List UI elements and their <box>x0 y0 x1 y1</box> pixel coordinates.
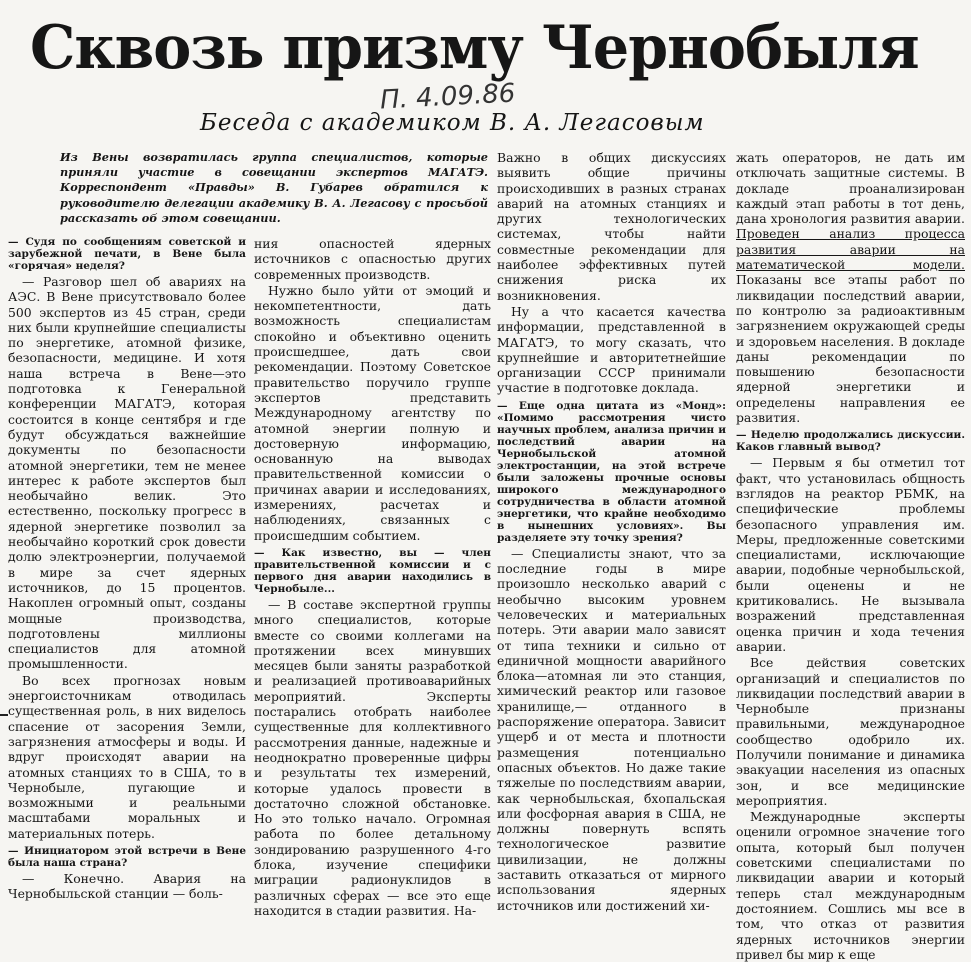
interview-question: — Судя по сообщениям советской и зарубежной печати, в Вене была «горячая» неделя? <box>8 236 246 272</box>
answer-paragraph: — Конечно. Авария на Чернобыльской станции — боль- <box>8 870 246 902</box>
answer-paragraph <box>736 150 965 425</box>
answer-paragraph: — Первым я бы отметил тот факт, что установилась общность взглядов на реактор РБМК, на специфические проблемы безопасного управления им. Меры, предложенные советскими специалистами, исключающие аварии, подобные чернобыльской, были оценены и не критиковались. Не вызывала возражений представленная оценка причин и хода течения аварии. <box>736 455 965 654</box>
answer-paragraph: — Специалисты знают, что за последние годы в мире произошло несколько аварий с необычно высоким уровнем человеческих и материальных потерь. Эти аварии мало зависят от типа техники и сильно от единичной мощности аварийного блока—атомная ли это станция, химический реактор или газовое хранилище,— отданного в распоряжение оператора. Зависит ущерб и от места и плотности размещения потенциально опасных объектов. Но даже такие тяжелые по последствиям аварии, как чернобыльская, бхопальская или фосфорная авария в США, не должны повернуть вспять технологическое развитие цивилизации, не должны заставить отказаться от мирного использования ядерных источников или достижений хи- <box>497 545 726 913</box>
text-run: Показаны все этапы работ по ликвидации последствий аварии, по контролю за радиоактивным загрязнением окружающей среды и здоровьем населения. В докладе даны рекомендации по повышению безопасности ядерной энергетики и определены направления ее развития. <box>736 272 965 426</box>
answer-paragraph: — Разговор шел об авариях на АЭС. В Вене присутствовало более 500 экспертов из 45 стран, среди них были крупнейшие специалисты по энергетике, атомной физике, безопасности, медицине. И хотя наша встреча в Вене—это подготовка к Генеральной конференции МАГАТЭ, которая состоится в конце сентября и где будут обсуждаться важнейшие документы по безопасности атомной энергетики, тем не менее интерес к работе экспертов был необычайно велик. Это естественно, поскольку прогресс в ядерной энергетике позволил за необычайно короткий срок довести долю электроэнергии, получаемой в мире за счет ядерных источников, до 15 процентов. Накоплен огромный опыт, созданы мощные производства, подготовлены миллионы специалистов для атомной промышленности. <box>8 274 246 672</box>
margin-mark <box>0 714 8 716</box>
text-run: жать операторов, не дать им отключать защитные системы. В докладе проанализирован каждый этап работы в тот день, дана хронология развития аварии. <box>736 150 965 227</box>
answer-paragraph: Все действия советских организаций и специалистов по ликвидации последствий аварии в Чернобыле признаны правильными, международное сообщество одобрило их. Получили понимание и динамика эвакуации населения из опасных зон, и все медицинские мероприятия. <box>736 655 965 808</box>
interview-question: — Как известно, вы — член правительственной комиссии и с первого дня аварии находились в Чернобыле... <box>254 546 491 595</box>
answer-paragraph: Важно в общих дискуссиях выявить общие причины происходивших в разных странах аварий на атомных станциях и других технологических системах, чтобы найти совместные рекомендации для наиболее эффективных путей снижения риска их возникновения. <box>497 150 726 303</box>
article-column-2 <box>254 236 491 916</box>
subtitle: Беседа с академиком В. А. Легасовым <box>200 110 705 136</box>
headline: Сквозь призму Чернобыля <box>30 13 919 83</box>
answer-paragraph: Нужно было уйти от эмоций и некомпетентности, дать возможность специалистам спокойно и объективно оценить происшедшее, дать свои рекомендации. Поэтому Советское правительство поручило группе экспертов представить Международному агентству по атомной энергии полную и достоверную информацию, основанную на выводах правительственной комиссии о причинах аварии и исследованиях, измерениях, расчетах и наблюдениях, связанных с происшедшим событием. <box>254 282 491 543</box>
article-column-3 <box>497 150 726 916</box>
lead-paragraph: Из Вены возвратилась группа специалистов, которые приняли участие в совещании экспертов МАГАТЭ. Корреспондент «Правды» В. Губарев обратился к руководителю делегации академику В. А. Легасову с просьбой рассказать об этом совещании. <box>60 150 488 225</box>
interview-question: — Инициатором этой встречи в Вене была наша страна? <box>8 844 246 869</box>
article-column-1 <box>8 236 246 916</box>
underlined-text: Проведен анализ процесса развития аварии на математической модели. <box>736 226 965 273</box>
answer-paragraph: Во всех прогнозах новым энергоисточникам отводилась существенная роль, в них виделось спасение от засорения Земли, загрязнения атмосферы и воды. И вдруг происходят аварии на атомных станциях то в США, то в Чернобыле, пугающие и возможными и реальными масштабами моральных и материальных потерь. <box>8 672 246 841</box>
answer-paragraph: — В составе экспертной группы много специалистов, которые вместе со своими коллегами на протяжении всех минувших месяцев были заняты разработкой и реализацией противоаварийных мероприятий. Эксперты постарались отобрать наиболее существенные для коллективного рассмотрения данные, надежные и неоднократно проверенные цифры и результаты тех измерений, которые удалось провести в достаточно сложной обстановке. Но это только начало. Огромная работа по более детальному зондированию разрушенного 4-го блока, изучение специфики миграции радионуклидов в различных сферах — все это еще находится в стадии развития. На- <box>254 596 491 918</box>
article-column-4 <box>736 150 965 962</box>
answer-paragraph: Ну а что касается качества информации, представленной в МАГАТЭ, то могу сказать, что крупнейшие и авторитетнейшие организации СССР принимали участие в подготовке доклада. <box>497 303 726 396</box>
answer-paragraph: ния опасностей ядерных источников с опасностью других современных производств. <box>254 236 491 282</box>
handwritten-date-annotation: П. 4.09.86 <box>379 78 517 116</box>
interview-question: — Неделю продолжались дискуссии. Каков главный вывод? <box>736 429 965 454</box>
answer-paragraph: Международные эксперты оценили огромное значение того опыта, который был получен советскими специалистами по ликвидации аварии и который теперь стал международным достоянием. Сошлись мы все в том, что отказ от развития ядерных источников энергии привел бы мир к еще <box>736 809 965 962</box>
interview-question: — Еще одна цитата из «Монд»: «Помимо рассмотрения чисто научных проблем, анализа причин и последствий аварии на Чернобыльской атомной электростанции, на этой встрече были заложены прочные основы широкого международного сотрудничества в области атомной энергетики, что крайне необходимо в нынешних условиях». Вы разделяете эту точку зрения? <box>497 399 726 544</box>
